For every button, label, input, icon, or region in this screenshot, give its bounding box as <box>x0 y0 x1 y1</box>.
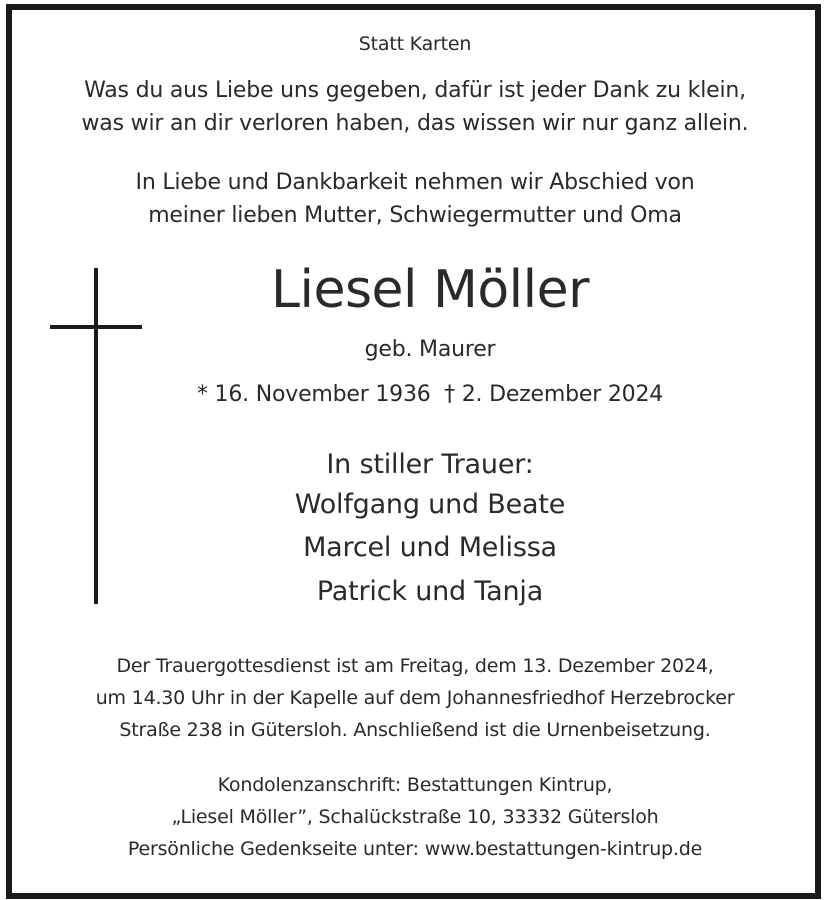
condolence-line-1: Kondolenzanschrift: Bestattungen Kintrup, <box>217 774 613 796</box>
verse-line-1: Was du aus Liebe uns gegeben, dafür ist jeder Dank zu klein, <box>84 78 746 103</box>
life-dates: * 16. November 1936 † 2. Dezember 2024 <box>196 382 664 407</box>
maiden-name: geb. Maurer <box>364 337 496 362</box>
cross-bar <box>50 325 142 329</box>
deceased-name: Liesel Möller <box>271 260 589 320</box>
verse-line-2: was wir an dir verloren haben, das wissen wir nur ganz allein. <box>81 111 749 136</box>
service-line-1: Der Trauergottesdienst ist am Freitag, dem 13. Dezember 2024, <box>116 655 714 677</box>
condolence-line-2: „Liesel Möller”, Schalückstraße 10, 33332 Gütersloh <box>171 806 659 828</box>
mourner-name: Wolfgang und Beate <box>294 489 566 520</box>
mourning-heading: In stiller Trauer: <box>326 449 534 480</box>
statt-karten: Statt Karten <box>358 33 472 55</box>
service-line-3: Straße 238 in Gütersloh. Anschließend ist die Urnenbeisetzung. <box>119 719 711 741</box>
condolence-line-3: Persönliche Gedenkseite unter: www.bestattungen-kintrup.de <box>127 838 703 860</box>
intro-line-1: In Liebe und Dankbarkeit nehmen wir Abschied von <box>135 170 695 195</box>
mourner-name: Patrick und Tanja <box>316 576 544 607</box>
intro-line-2: meiner lieben Mutter, Schwiegermutter und Oma <box>148 203 682 228</box>
service-line-2: um 14.30 Uhr in der Kapelle auf dem Johannesfriedhof Herzebrocker <box>95 687 735 709</box>
mourner-name: Marcel und Melissa <box>303 532 557 563</box>
